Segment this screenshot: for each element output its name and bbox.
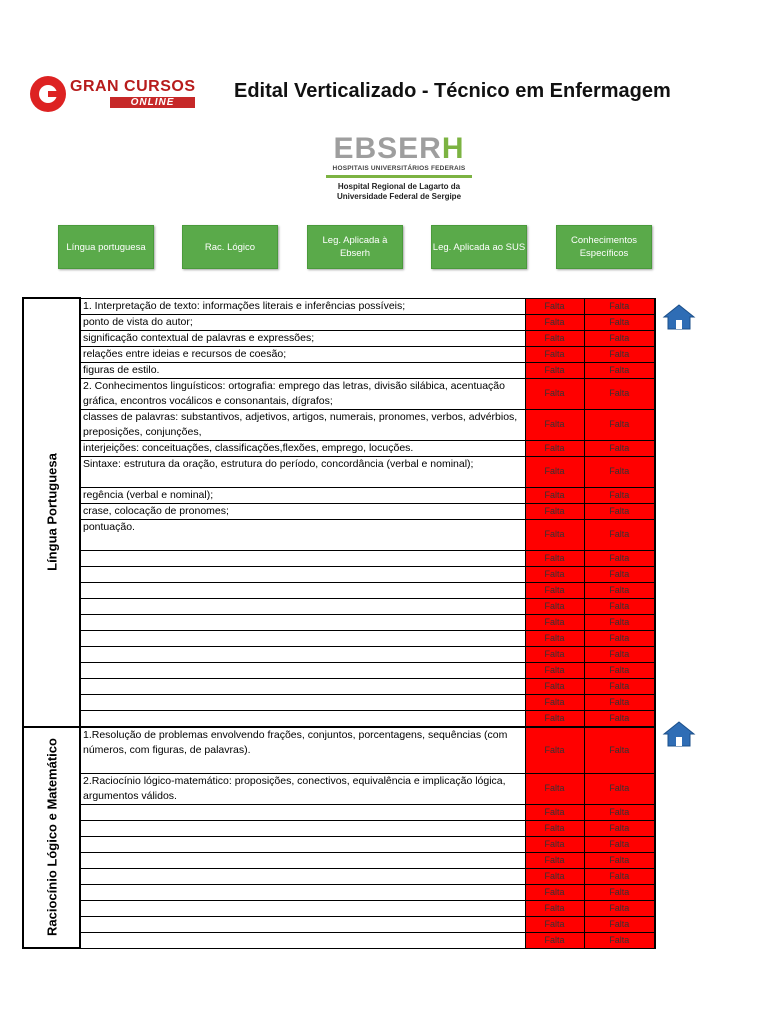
topic-cell[interactable] [80, 678, 525, 694]
status-cell[interactable]: Falta [584, 630, 655, 646]
table-row [23, 804, 655, 820]
topic-cell[interactable] [80, 932, 525, 948]
topic-cell[interactable] [80, 804, 525, 820]
status-cell[interactable]: Falta [525, 456, 584, 487]
status-cell[interactable]: Falta [525, 440, 584, 456]
ebserh-divider [326, 175, 472, 178]
status-cell[interactable]: Falta [525, 852, 584, 868]
status-cell[interactable]: Falta [584, 409, 655, 440]
topic-cell[interactable] [80, 868, 525, 884]
table-row [23, 900, 655, 916]
topic-cell[interactable] [80, 900, 525, 916]
table-row [23, 346, 655, 362]
topic-cell[interactable]: relações entre ideias e recursos de coesão; [80, 346, 525, 362]
topic-cell[interactable]: 1.Resolução de problemas envolvendo frações, conjuntos, porcentagens, sequências (com números, com figuras, de palavras). [80, 727, 525, 774]
status-cell[interactable]: Falta [584, 804, 655, 820]
status-cell[interactable]: Falta [584, 868, 655, 884]
table-row [23, 487, 655, 503]
status-cell[interactable]: Falta [525, 916, 584, 932]
status-cell[interactable]: Falta [584, 487, 655, 503]
table-row [23, 503, 655, 519]
table-row [23, 330, 655, 346]
status-cell[interactable]: Falta [525, 900, 584, 916]
table-row [23, 678, 655, 694]
status-cell[interactable]: Falta [584, 773, 655, 804]
status-cell[interactable]: Falta [584, 519, 655, 550]
status-cell[interactable]: Falta [584, 710, 655, 727]
home-icon[interactable] [662, 303, 696, 331]
status-cell[interactable]: Falta [525, 662, 584, 678]
topic-cell[interactable] [80, 820, 525, 836]
ebserh-logo [326, 134, 472, 206]
section-label: Raciocínio Lógico e Matemático [44, 738, 59, 937]
status-cell[interactable]: Falta [525, 932, 584, 948]
table-row [23, 932, 655, 948]
status-cell[interactable]: Falta [584, 582, 655, 598]
status-cell[interactable]: Falta [584, 884, 655, 900]
status-cell[interactable]: Falta [584, 566, 655, 582]
status-cell[interactable]: Falta [525, 804, 584, 820]
table-row [23, 836, 655, 852]
status-cell[interactable]: Falta [584, 362, 655, 378]
topic-cell[interactable] [80, 710, 525, 727]
table-row [23, 440, 655, 456]
logo-g-icon [30, 76, 66, 112]
topic-cell[interactable] [80, 566, 525, 582]
topic-cell[interactable]: figuras de estilo. [80, 362, 525, 378]
topic-cell[interactable] [80, 630, 525, 646]
topic-cell[interactable]: 2. Conhecimentos linguísticos: ortografia: emprego das letras, divisão silábica, acentuação gráfica, encontros vocálicos e consonantais, dígrafos; [80, 378, 525, 409]
status-cell[interactable]: Falta [584, 330, 655, 346]
status-cell[interactable]: Falta [525, 820, 584, 836]
topic-cell[interactable] [80, 614, 525, 630]
topic-cell[interactable]: 1. Interpretação de texto: informações literais e inferências possíveis; [80, 298, 525, 314]
table-row [23, 378, 655, 409]
status-cell[interactable]: Falta [525, 646, 584, 662]
status-cell[interactable]: Falta [584, 932, 655, 948]
table-row [23, 298, 655, 314]
home-icon[interactable] [662, 720, 696, 748]
table-row [23, 314, 655, 330]
topic-cell[interactable] [80, 598, 525, 614]
page-title: Edital Verticalizado - Técnico em Enfermagem [234, 80, 671, 102]
table-row [23, 550, 655, 566]
status-cell[interactable]: Falta [525, 409, 584, 440]
table-row [23, 773, 655, 804]
status-cell[interactable]: Falta [525, 314, 584, 330]
topic-cell[interactable]: ponto de vista do autor; [80, 314, 525, 330]
status-cell[interactable]: Falta [584, 614, 655, 630]
status-cell[interactable]: Falta [584, 694, 655, 710]
nav-button-conhecimentos-especificos[interactable]: Conhecimentos Específicos [556, 225, 652, 269]
status-cell[interactable]: Falta [584, 550, 655, 566]
status-cell[interactable]: Falta [525, 678, 584, 694]
status-cell[interactable]: Falta [525, 378, 584, 409]
status-cell[interactable]: Falta [525, 630, 584, 646]
table-row [23, 727, 655, 774]
topic-cell[interactable] [80, 646, 525, 662]
section-label: Língua Portuguesa [44, 453, 59, 572]
table-row [23, 884, 655, 900]
topic-cell[interactable] [80, 916, 525, 932]
nav-button-rac-logico[interactable]: Rac. Lógico [182, 225, 278, 269]
table-row [23, 646, 655, 662]
topic-cell[interactable]: regência (verbal e nominal); [80, 487, 525, 503]
status-cell[interactable]: Falta [584, 598, 655, 614]
status-cell[interactable]: Falta [584, 678, 655, 694]
table-row [23, 614, 655, 630]
table-row [23, 566, 655, 582]
topic-cell[interactable]: Sintaxe: estrutura da oração, estrutura do período, concordância (verbal e nominal); [80, 456, 525, 487]
nav-button-lingua-portuguesa[interactable]: Língua portuguesa [58, 225, 154, 269]
status-cell[interactable]: Falta [525, 836, 584, 852]
status-cell[interactable]: Falta [584, 820, 655, 836]
table-row [23, 868, 655, 884]
status-cell[interactable]: Falta [584, 727, 655, 774]
section-label-cell [23, 298, 80, 727]
logo-text-top: GRAN CURSOS [70, 78, 196, 95]
topic-cell[interactable] [80, 550, 525, 566]
status-cell[interactable]: Falta [525, 614, 584, 630]
status-cell[interactable]: Falta [584, 646, 655, 662]
status-cell[interactable]: Falta [584, 836, 655, 852]
topic-cell[interactable] [80, 662, 525, 678]
status-cell[interactable]: Falta [525, 550, 584, 566]
table-row [23, 694, 655, 710]
table-row [23, 362, 655, 378]
topic-cell[interactable]: crase, colocação de pronomes; [80, 503, 525, 519]
gran-cursos-logo [30, 76, 195, 114]
status-cell[interactable]: Falta [525, 503, 584, 519]
topic-cell[interactable]: interjeições: conceituações, classificações,flexões, emprego, locuções. [80, 440, 525, 456]
topic-cell[interactable]: pontuação. [80, 519, 525, 550]
status-cell[interactable]: Falta [525, 710, 584, 727]
ebserh-h: H [441, 132, 465, 165]
topic-cell[interactable] [80, 582, 525, 598]
ebserh-hospital-line-2: Universidade Federal de Sergipe [336, 192, 462, 201]
status-cell[interactable]: Falta [525, 330, 584, 346]
status-cell[interactable]: Falta [525, 727, 584, 774]
status-cell[interactable]: Falta [525, 884, 584, 900]
table-row [23, 852, 655, 868]
status-cell[interactable]: Falta [525, 362, 584, 378]
table-row [23, 630, 655, 646]
table-row [23, 519, 655, 550]
table-row [23, 582, 655, 598]
nav-button-leg-ebserh[interactable]: Leg. Aplicada à Ebserh [307, 225, 403, 269]
table-row [23, 598, 655, 614]
status-cell[interactable]: Falta [525, 566, 584, 582]
topic-cell[interactable] [80, 694, 525, 710]
ebserh-hospital-line-1: Hospital Regional de Lagarto da [337, 182, 461, 191]
topic-cell[interactable] [80, 836, 525, 852]
status-cell[interactable]: Falta [584, 314, 655, 330]
table-row [23, 820, 655, 836]
ebserh-subtitle: HOSPITAIS UNIVERSITÁRIOS FEDERAIS [332, 165, 466, 172]
status-cell[interactable]: Falta [584, 852, 655, 868]
table-row [23, 456, 655, 487]
section-label-cell [23, 727, 80, 949]
status-cell[interactable]: Falta [525, 519, 584, 550]
status-cell[interactable]: Falta [584, 662, 655, 678]
table-row [23, 710, 655, 727]
status-cell[interactable]: Falta [584, 456, 655, 487]
nav-button-leg-sus[interactable]: Leg. Aplicada ao SUS [431, 225, 527, 269]
topic-cell[interactable] [80, 884, 525, 900]
status-cell[interactable]: Falta [584, 440, 655, 456]
status-cell[interactable]: Falta [525, 773, 584, 804]
topic-cell[interactable]: 2.Raciocínio lógico-matemático: proposições, conectivos, equivalência e implicação lógica, argumentos válidos. [80, 773, 525, 804]
status-cell[interactable]: Falta [525, 868, 584, 884]
edital-table [22, 297, 656, 949]
status-cell[interactable]: Falta [525, 582, 584, 598]
status-cell[interactable]: Falta [584, 298, 655, 314]
ebserh-word: EBSER [333, 132, 442, 165]
status-cell[interactable]: Falta [584, 900, 655, 916]
status-cell[interactable]: Falta [525, 298, 584, 314]
table-row [23, 916, 655, 932]
status-cell[interactable]: Falta [525, 487, 584, 503]
status-cell[interactable]: Falta [525, 346, 584, 362]
status-cell[interactable]: Falta [584, 916, 655, 932]
logo-text-bottom: ONLINE [110, 97, 195, 108]
status-cell[interactable]: Falta [584, 378, 655, 409]
topic-cell[interactable] [80, 852, 525, 868]
edital-sheet [22, 297, 654, 949]
table-row [23, 409, 655, 440]
status-cell[interactable]: Falta [584, 503, 655, 519]
status-cell[interactable]: Falta [525, 694, 584, 710]
table-row [23, 662, 655, 678]
status-cell[interactable]: Falta [525, 598, 584, 614]
status-cell[interactable]: Falta [584, 346, 655, 362]
topic-cell[interactable]: significação contextual de palavras e expressões; [80, 330, 525, 346]
topic-cell[interactable]: classes de palavras: substantivos, adjetivos, artigos, numerais, pronomes, verbos, advérbios, preposições, conjunções, [80, 409, 525, 440]
